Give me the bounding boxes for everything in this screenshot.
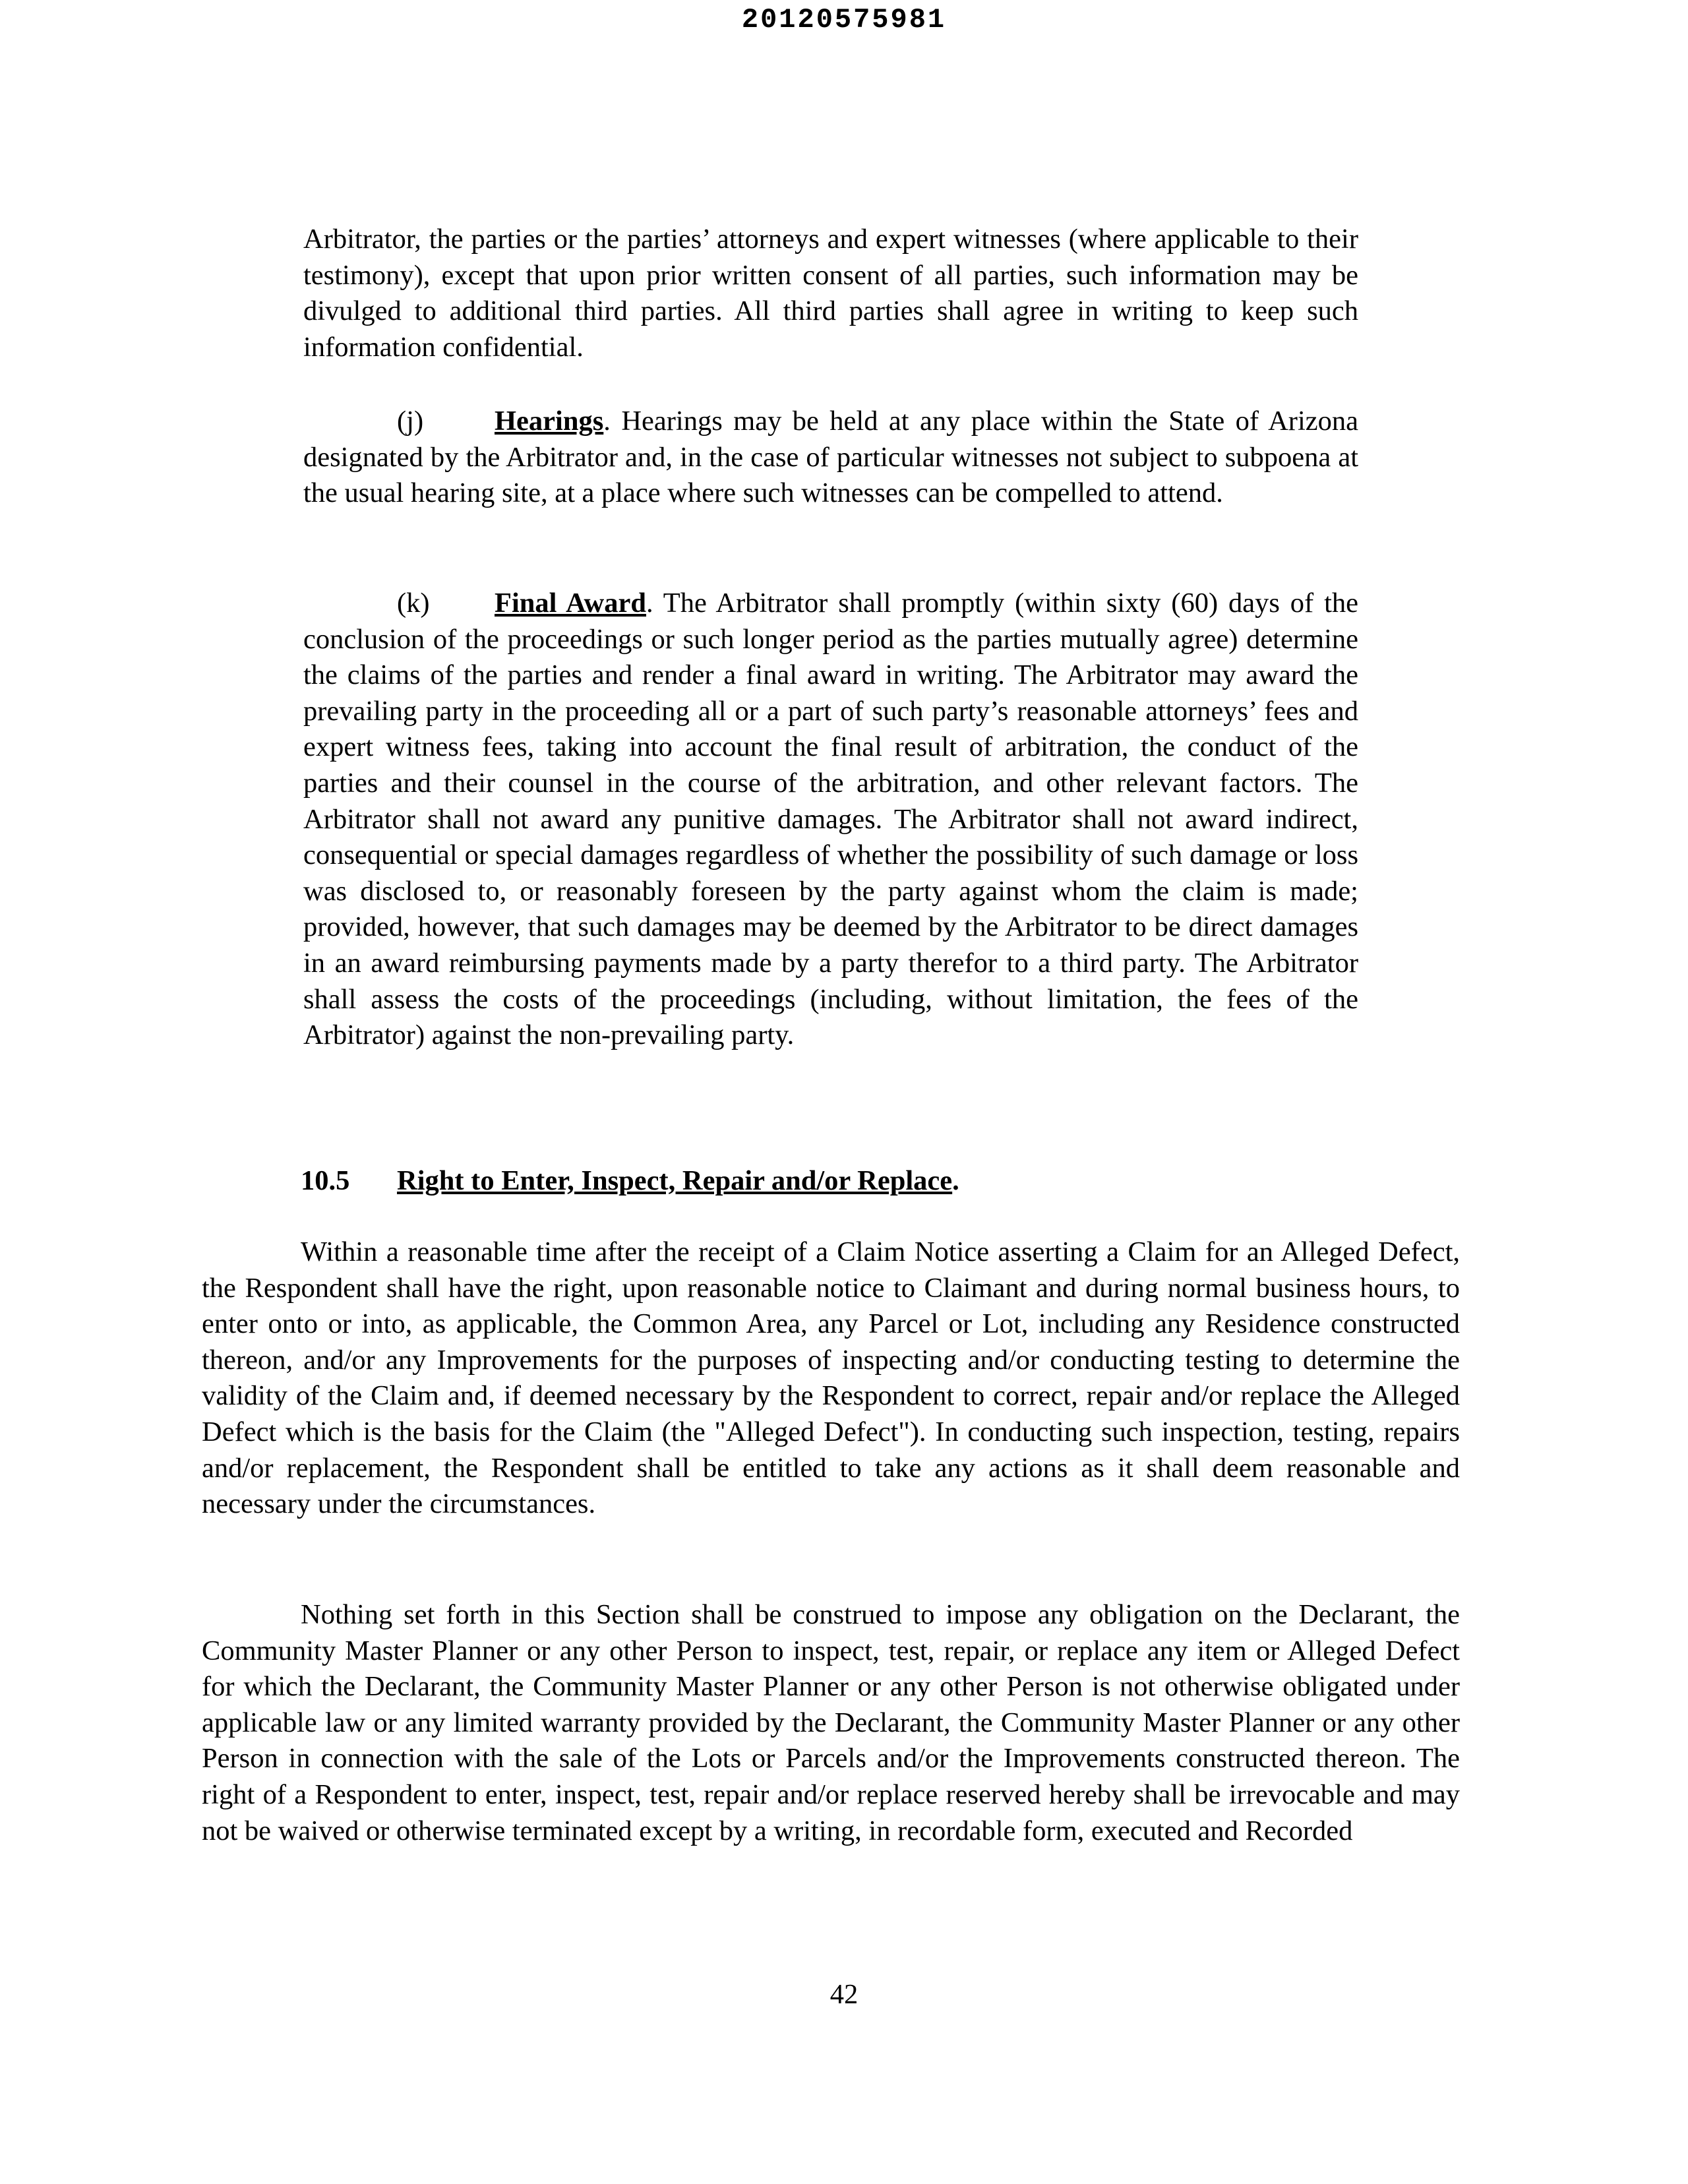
item-j-body: . Hearings may be held at any place within the State of Arizona designated by the Arbitrator and, in the case of particular witnesses not subject to subpoena at the usual hearing site, at a place where such witnesses can be compelled to attend. [303,406,1358,509]
section-10-5-heading [301,1163,959,1199]
page-number: 42 [829,1979,859,2010]
section-title: Right to Enter, Inspect, Repair and/or Replace [397,1165,953,1196]
document-number: 20120575981 [741,4,947,36]
item-k-heading: Final Award [495,588,646,619]
item-j-label: (j) [397,406,424,437]
section-title-period: . [952,1165,959,1196]
paragraph-confidentiality-continued: Arbitrator, the parties or the parties’ attorneys and expert witnesses (where applicable to their testimony), except that upon prior written consent of all parties, such information may be divulged to additional third parties. All third parties shall agree in writing to keep such information confidential. [303,224,1358,363]
item-k-final-award [303,586,1358,1054]
item-j-hearings [303,404,1358,512]
item-k-body: . The Arbitrator shall promptly (within sixty (60) days of the conclusion of the proceedings or such longer period as the parties mutually agree) determine the claims of the parties and render a final award in writing. The Arbitrator may award the prevailing party in the proceeding all or a part of such party’s reasonable attorneys’ fees and expert witness fees, taking into account the final result of arbitration, the conduct of the parties and their counsel in the course of the arbitration, and other relevant factors. The Arbitrator shall not award any punitive damages. The Arbitrator shall not award indirect, consequential or special damages regardless of whether the possibility of such damage or loss was disclosed to, or reasonably foreseen by the party against whom the claim is made; provided, however, that such damages may be deemed by the Arbitrator to be direct damages in an award reimbursing payments made by a party therefor to a third party. The Arbitrator shall assess the costs of the proceedings (including, without limitation, the fees of the Arbitrator) against the non-prevailing party. [303,588,1358,1051]
section-number: 10.5 [301,1165,350,1196]
item-k-label: (k) [397,588,430,619]
paragraph-no-obligation: Nothing set forth in this Section shall be construed to impose any obligation on the Declarant, the Community Master Planner or any other Person to inspect, test, repair, or replace any item or Alleged Defect for which the Declarant, the Community Master Planner or any other Person is not otherwise obligated under applicable law or any limited warranty provided by the Declarant, the Community Master Planner or any other Person in connection with the sale of the Lots or Parcels and/or the Improvements constructed thereon. The right of a Respondent to enter, inspect, test, repair and/or replace reserved hereby shall be irrevocable and may not be waived or otherwise terminated except by a writing, in recordable form, executed and Recorded [202,1599,1460,1846]
paragraph-right-to-enter: Within a reasonable time after the receipt of a Claim Notice asserting a Claim for an Alleged Defect, the Respondent shall have the right, upon reasonable notice to Claimant and during normal business hours, to enter onto or into, as applicable, the Common Area, any Parcel or Lot, including any Residence constructed thereon, and/or any Improvements for the purposes of inspecting and/or conducting testing to determine the validity of the Claim and, if deemed necessary by the Respondent to correct, repair and/or replace the Alleged Defect which is the basis for the Claim (the "Alleged Defect"). In conducting such inspection, testing, repairs and/or replacement, the Respondent shall be entitled to take any actions as it shall deem reasonable and necessary under the circumstances. [202,1236,1460,1520]
item-j-heading: Hearings [495,406,604,437]
